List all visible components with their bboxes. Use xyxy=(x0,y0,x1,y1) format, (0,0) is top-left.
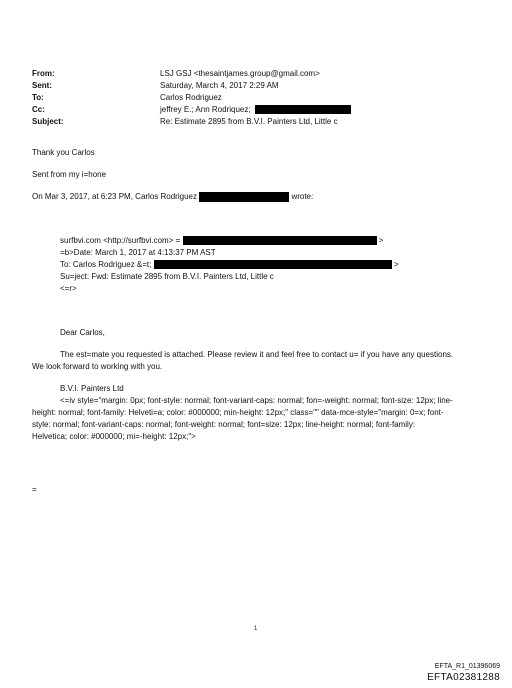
fwd-line-5: <=r> xyxy=(60,284,77,293)
from-value: LSJ GSJ <thesaintjames.group@gmail.com> xyxy=(160,69,320,78)
sent-from-line: Sent from my i=hone xyxy=(32,170,107,179)
cc-label: Cc: xyxy=(32,105,45,114)
page-number: 1 xyxy=(254,626,258,632)
look-forward-line: We look forward to working with you. xyxy=(32,362,163,371)
thanks-line: Thank you Carlos xyxy=(32,148,95,157)
redaction-bar xyxy=(183,236,377,245)
fwd-line-1-prefix: surfbvi.com <http://surfbvi.com> = xyxy=(60,236,181,245)
html-residue-4: Helvetica; color: #000000; mi=-height: 12px;"> xyxy=(32,432,196,441)
on-wrote-suffix: wrote: xyxy=(291,192,314,202)
to-value: Carlos Rodriguez xyxy=(160,93,222,102)
redaction-bar xyxy=(154,260,392,269)
fwd-line-3 xyxy=(60,260,399,270)
fwd-line-1-suffix: > xyxy=(378,236,384,245)
html-residue-3: style: normal; font-variant-caps: normal; font-weight: normal; font=size: 12px; line-height: normal; font-family: xyxy=(32,420,416,429)
subject-value: Re: Estimate 2895 from B.V.I. Painters Ltd, Little c xyxy=(160,117,338,126)
cc-value xyxy=(160,105,351,115)
equals-sign: = xyxy=(32,485,37,494)
to-label: To: xyxy=(32,93,44,102)
to-row xyxy=(32,92,351,104)
subject-row xyxy=(32,116,351,128)
greeting: Dear Carlos, xyxy=(60,328,105,337)
subject-label: Subject: xyxy=(32,117,64,126)
html-residue-2: height: normal; font-family: Helveti=a; color: #000000; min-height: 12px;" class="" data-mce-style="margin: 0=x; font- xyxy=(32,408,444,417)
estimate-paragraph: The est=mate you requested is attached. Please review it and feel free to contact u= if you have any questions. xyxy=(60,350,454,359)
fwd-line-3-suffix: > xyxy=(393,260,399,269)
cc-value-text: jeffrey E.; Ann Rodriquez; xyxy=(160,105,251,114)
sent-row xyxy=(32,80,351,92)
from-row xyxy=(32,68,351,80)
fwd-line-4: Su=ject: Fwd: Estimate 2895 from B.V.I. Painters Ltd, Little c xyxy=(60,272,274,281)
from-label: From: xyxy=(32,69,55,78)
redaction-bar xyxy=(199,192,289,202)
html-residue-1: <=iv style="margin: 0px; font-style: normal; font-variant-caps: normal; fon=-weight: normal; font-size: 12px; line- xyxy=(60,396,453,405)
on-wrote-prefix: On Mar 3, 2017, at 6:23 PM, Carlos Rodriguez xyxy=(32,192,197,202)
sent-value: Saturday, March 4, 2017 2:29 AM xyxy=(160,81,279,90)
signature: B.V.I. Painters Ltd xyxy=(60,384,124,393)
redaction-bar xyxy=(255,105,351,114)
fwd-line-2: =b>Date: March 1, 2017 at 4:13:37 PM AST xyxy=(60,248,216,257)
email-header xyxy=(32,68,351,128)
bates-number-large: EFTA02381288 xyxy=(427,672,500,683)
fwd-line-1 xyxy=(60,236,383,246)
on-wrote-line xyxy=(32,192,313,202)
bates-number-small: EFTA_R1_01396069 xyxy=(434,663,500,670)
sent-label: Sent: xyxy=(32,81,52,90)
cc-row xyxy=(32,104,351,116)
fwd-line-3-prefix: To: Carlos Rodriguez &=t; xyxy=(60,260,152,269)
